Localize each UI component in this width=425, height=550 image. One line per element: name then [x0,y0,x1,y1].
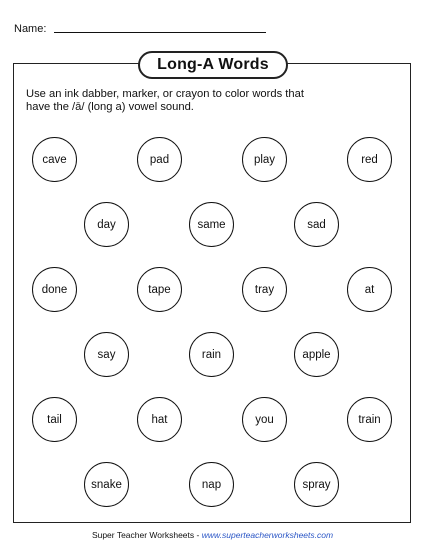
word-circle-pad[interactable] [137,137,182,182]
word-label: train [358,413,381,426]
word-label: you [255,413,274,426]
word-circle-spray[interactable] [294,462,339,507]
instructions-line-1: Use an ink dabber, marker, or crayon to color words that [26,88,304,100]
word-circle-tray[interactable] [242,267,287,312]
word-label: nap [201,478,222,491]
footer-separator: - [194,530,202,540]
title-text: Long-A Words [157,56,269,73]
word-label: apple [302,348,331,361]
name-row [14,23,266,35]
word-circle-train[interactable] [347,397,392,442]
word-label: tape [148,283,171,296]
word-circle-cave[interactable] [32,137,77,182]
word-circle-play[interactable] [242,137,287,182]
word-label: play [253,153,276,166]
footer-site-link[interactable]: www.superteacherworksheets.com [201,530,334,540]
name-entry-line[interactable] [54,32,266,33]
word-label: done [41,283,68,296]
word-circle-hat[interactable] [137,397,182,442]
instructions-line-2: have the /ā/ (long a) vowel sound. [26,101,194,113]
name-label: Name: [14,23,47,35]
word-label: red [361,153,378,166]
footer [0,530,425,540]
word-label: day [97,218,116,231]
word-label: snake [91,478,122,491]
word-label: spray [302,478,331,491]
word-circle-tape[interactable] [137,267,182,312]
word-circle-sad[interactable] [294,202,339,247]
word-label: pad [149,153,170,166]
instructions [26,88,356,114]
word-circle-nap[interactable] [189,462,234,507]
word-label: tail [47,413,62,426]
word-circle-snake[interactable] [84,462,129,507]
word-circle-at[interactable] [347,267,392,312]
word-label: same [197,218,226,231]
worksheet-title [138,51,288,79]
word-label: at [364,283,375,296]
word-label: sad [307,218,326,231]
word-circle-rain[interactable] [189,332,234,377]
word-label: tray [254,283,275,296]
word-circle-same[interactable] [189,202,234,247]
word-circle-tail[interactable] [32,397,77,442]
word-label: hat [151,413,168,426]
word-label: say [97,348,116,361]
word-label: rain [201,348,222,361]
word-circle-you[interactable] [242,397,287,442]
word-circle-say[interactable] [84,332,129,377]
word-circle-red[interactable] [347,137,392,182]
footer-brand: Super Teacher Worksheets [91,530,195,540]
word-circle-done[interactable] [32,267,77,312]
word-label: cave [42,153,67,166]
word-circle-apple[interactable] [294,332,339,377]
word-circle-day[interactable] [84,202,129,247]
